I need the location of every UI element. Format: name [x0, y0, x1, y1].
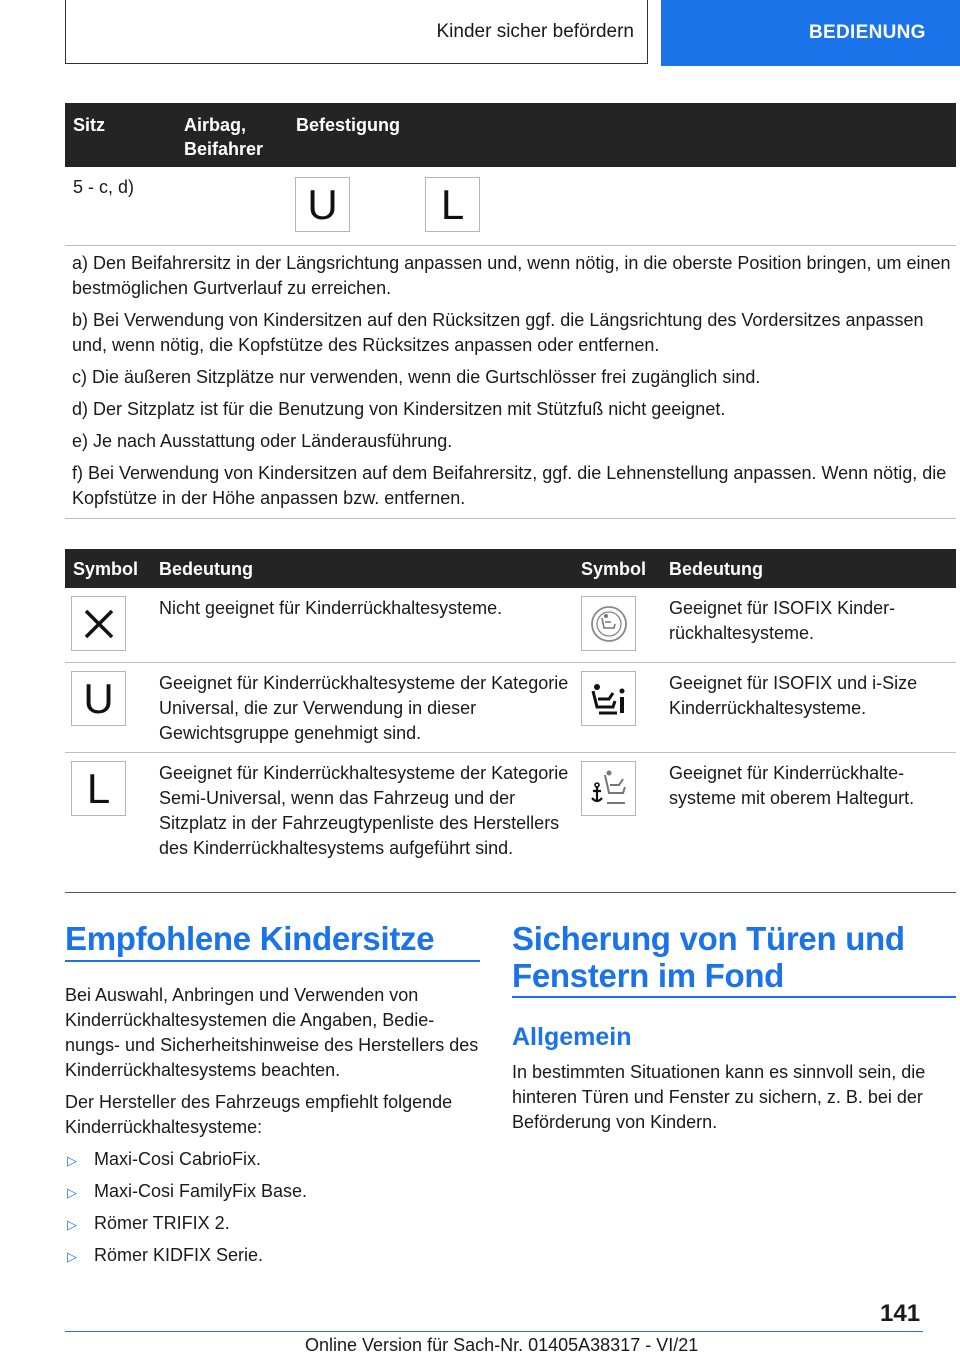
section-heading-recommended: Empfohlene Kindersitze	[65, 920, 435, 957]
symbol-table	[65, 549, 956, 894]
symbol-description: Nicht geeignet für Kinderrückhaltesysteme.	[159, 598, 503, 618]
heading-rule	[65, 960, 480, 962]
isize-seat-icon	[581, 671, 636, 726]
footnote-c: c) Die äußeren Sitzplätze nur verwenden, wenn die Gurtschlösser frei zugänglich sind.	[72, 367, 761, 387]
paragraph: In bestimmten Situationen kann es sinnvoll sein, die hinteren Türen und Fenster zu sichern, z. B. bei der Beförderung von Kindern.	[512, 1062, 926, 1132]
table-row	[65, 753, 956, 893]
universal-symbol-icon: U	[71, 671, 126, 726]
semi-universal-symbol-icon: L	[71, 761, 126, 816]
page-header	[0, 0, 960, 66]
header-sitz: Sitz	[73, 115, 106, 135]
section-heading-doors: Sicherung von Türen und Fenstern im Fond	[512, 920, 905, 994]
list-item: ▷ Maxi-Cosi CabrioFix.	[67, 1147, 261, 1173]
semi-universal-symbol-icon: L	[425, 177, 480, 232]
seat-table-header	[65, 103, 956, 167]
footnote-d: d) Der Sitzplatz ist für die Benutzung von Kindersitzen mit Stützfuß nicht geeignet.	[72, 399, 726, 419]
bullet-icon: ▷	[67, 1185, 77, 1200]
symbol-description: Geeignet für Kinderrückhaltesysteme mit oberem Haltegurt.	[669, 763, 915, 808]
footnotes	[65, 251, 956, 518]
table-row	[65, 167, 956, 246]
universal-symbol-icon: U	[295, 177, 350, 232]
header-beifahrer: Beifahrer	[184, 139, 264, 159]
table-row	[65, 663, 956, 753]
header-airbag: Airbag,	[184, 115, 247, 135]
symbol-table-header	[65, 549, 956, 588]
footer-rule	[65, 1331, 923, 1332]
not-suitable-icon	[71, 596, 126, 651]
list-item: ▷ Maxi-Cosi FamilyFix Base.	[67, 1179, 307, 1205]
footnote-b: b) Bei Verwendung von Kindersitzen auf den Rücksitzen ggf. die Längsrichtung des Vordersitzes anpassen und, wenn nötig, die Kopfstütze des Rücksitzes anpassen oder entfernen.	[72, 310, 924, 355]
paragraph: Bei Auswahl, Anbringen und Verwenden von Kinderrückhaltesystemen die Angaben, Bedienungs- und Sicherheitshinweise des Herstellers des Kinderrückhaltesystems beachten.	[65, 985, 479, 1080]
section-title: Kinder sicher befördern	[65, 0, 648, 64]
symbol-description: Geeignet für Kinderrückhaltesysteme der Kategorie Universal, die zur Verwendung in dieser Gewichtsgruppe genehmigt sind.	[159, 673, 569, 743]
header-symbol-left: Symbol	[73, 559, 139, 579]
chapter-tab: BEDIENUNG	[661, 0, 960, 66]
footnote-a: a) Den Beifahrersitz in der Längsrichtung anpassen und, wenn nötig, in die oberste Position bringen, um einen bestmöglichen Gurtverlauf zu erreichen.	[72, 253, 951, 298]
list-item: ▷ Römer KIDFIX Serie.	[67, 1243, 263, 1269]
footnote-e: e) Je nach Ausstattung oder Länderausführung.	[72, 431, 453, 451]
footer-text: Online Version für Sach-Nr. 01405A38317 - VI/21	[305, 1335, 699, 1355]
header-meaning-right: Bedeutung	[669, 559, 763, 579]
subheading-general: Allgemein	[512, 1023, 632, 1051]
seat-table	[65, 103, 956, 246]
symbol-description: Geeignet für ISOFIX Kinderrückhaltesysteme.	[669, 598, 896, 643]
page-number: 141	[880, 1300, 921, 1327]
header-symbol-right: Symbol	[581, 559, 647, 579]
symbol-description: Geeignet für Kinderrückhaltesysteme der Kategorie Semi-Universal, wenn das Fahrzeug und der Sitzplatz in der Fahrzeugtypenliste des Herstellers des Kinderrückhaltesystems aufgeführt sind.	[159, 763, 569, 858]
footnote-f: f) Bei Verwendung von Kindersitzen auf dem Beifahrersitz, ggf. die Lehnenstellung anpassen. Wenn nötig, die Kopfstütze in der Höhe anpassen bzw. entfernen.	[72, 463, 947, 508]
bullet-icon: ▷	[67, 1217, 77, 1232]
divider	[65, 518, 956, 519]
seat-label: 5 - c, d)	[73, 177, 135, 197]
list-item: ▷ Römer TRIFIX 2.	[67, 1211, 230, 1237]
top-tether-seat-icon	[581, 761, 636, 816]
paragraph: Der Hersteller des Fahrzeugs empfiehlt folgende Kinderrückhaltesysteme:	[65, 1092, 453, 1137]
bullet-icon: ▷	[67, 1249, 77, 1264]
header-befestigung: Befestigung	[296, 115, 401, 135]
header-meaning-left: Bedeutung	[159, 559, 253, 579]
heading-rule	[512, 996, 956, 998]
table-row	[65, 588, 956, 663]
bullet-icon: ▷	[67, 1153, 77, 1168]
symbol-description: Geeignet für ISOFIX und i-Size Kinderrückhaltesysteme.	[669, 673, 918, 718]
isofix-seat-icon	[581, 596, 636, 651]
